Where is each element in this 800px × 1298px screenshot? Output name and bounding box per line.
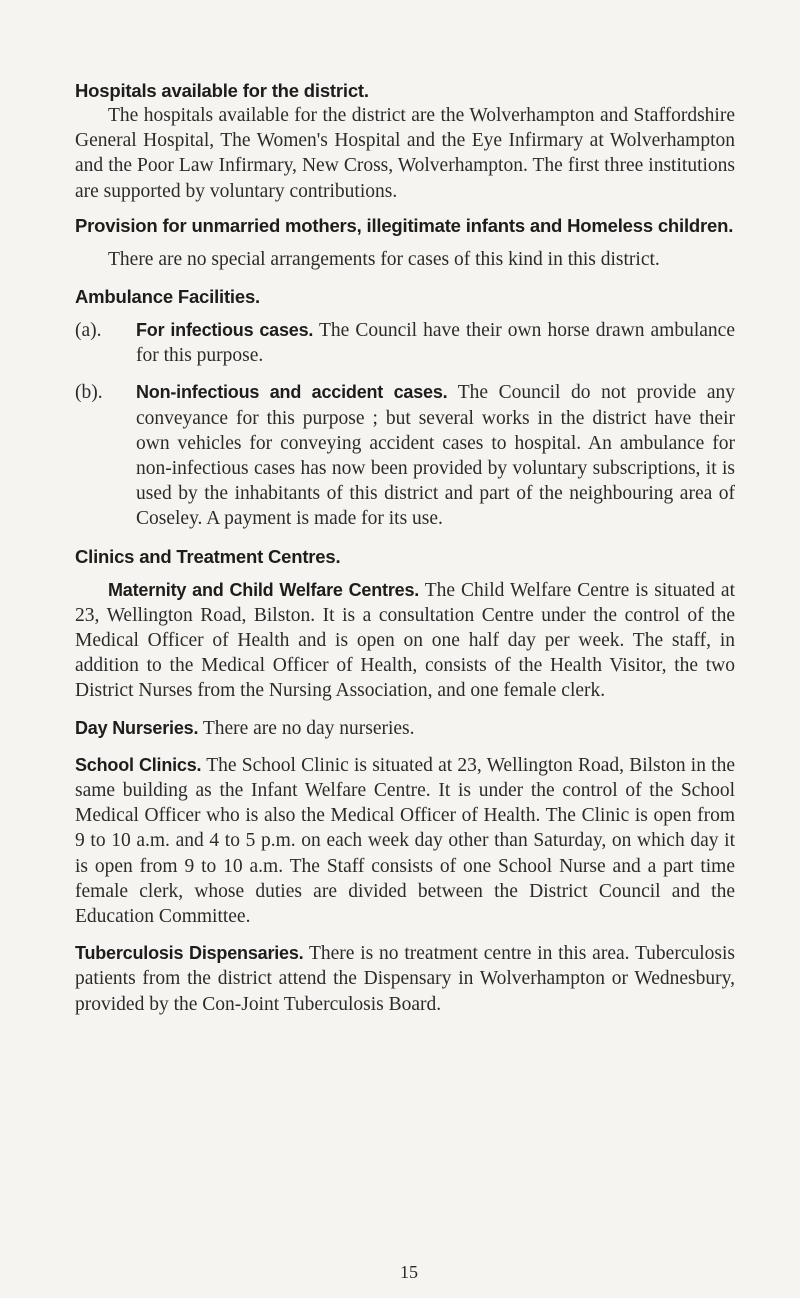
page-content	[75, 78, 735, 1017]
ambulance-item-infectious	[75, 318, 735, 368]
day-nurseries-paragraph	[75, 716, 735, 741]
ambulance-heading: Ambulance Facilities.	[75, 286, 260, 308]
maternity-title: Maternity and Child Welfare Centres.	[108, 579, 420, 600]
day-nurseries-title: Day Nurseries.	[75, 717, 199, 738]
ambulance-item-title: For infectious cases.	[136, 320, 314, 341]
maternity-text: The Child Welfare Centre is situated at 23, Wellington Road, Bilston. It is a consultation Centre under the control of the Medical Officer of Health and is open on one half day per week. The staff, in addition to the Medical Officer of Health, consists of the Health Visitor, the two District Nurses from the Nursing Association, and one female clerk.	[75, 579, 735, 702]
ambulance-item-non-infectious	[75, 380, 735, 531]
ambulance-item-label: (b).	[75, 382, 103, 404]
tuberculosis-title: Tuberculosis Dispensaries.	[75, 943, 304, 964]
school-clinics-paragraph	[75, 753, 735, 929]
day-nurseries-text: There are no day nurseries.	[202, 717, 415, 739]
hospitals-paragraph: The hospitals available for the district are the Wolverhampton and Staffordshire General Hospital, The Women's Hospital and the Eye Infirmary at Wolverhampton and the Poor Law Infirmary, New Cross, Wolverhampton. The first three institutions are supported by voluntary contributions.	[75, 105, 735, 202]
school-clinics-title: School Clinics.	[75, 754, 202, 775]
hospitals-heading: Hospitals available for the district.	[75, 80, 369, 101]
ambulance-item-title: Non-infectious and accident cases.	[136, 382, 448, 403]
unmarried-mothers-paragraph: There are no special arrangements for cases of this kind in this district.	[108, 248, 660, 270]
school-clinics-text: The School Clinic is situated at 23, Wellington Road, Bilston in the same building as the Infant Welfare Centre. It is under the control of the School Medical Officer who is also the Medical Officer of Health. The Clinic is open from 9 to 10 a.m. and 4 to 5 p.m. on each week day other than Saturday, on which day it is open from 9 to 10 a.m. The Staff consists of one School Nurse and a part time female clerk, whose duties are divided between the District Council and the Education Committee.	[75, 754, 735, 928]
page-number: 15	[400, 1262, 418, 1282]
tuberculosis-text: There is no treatment centre in this area. Tuberculosis patients from the district attend the Dispensary in Wolverhampton or Wednesbury, provided by the Con-Joint Tuberculosis Board.	[75, 943, 735, 1015]
ambulance-item-label: (a).	[75, 320, 102, 342]
tuberculosis-paragraph	[75, 941, 735, 1017]
clinics-heading: Clinics and Treatment Centres.	[75, 545, 341, 567]
ambulance-item-text: The Council do not provide any conveyance for this purpose ; but several works in the district have their own vehicles for conveying accident cases to hospital. An ambulance for non-infectious cases has now been provided by voluntary subscriptions, it is used by the inhabitants of this district and part of the neighbouring area of Coseley. A payment is made for its use.	[136, 382, 735, 530]
unmarried-mothers-heading: Provision for unmarried mothers, illegitimate infants and Homeless children.	[75, 214, 734, 236]
ambulance-item-text: The Council have their own horse drawn ambulance for this purpose.	[136, 320, 735, 367]
maternity-paragraph	[75, 578, 735, 704]
